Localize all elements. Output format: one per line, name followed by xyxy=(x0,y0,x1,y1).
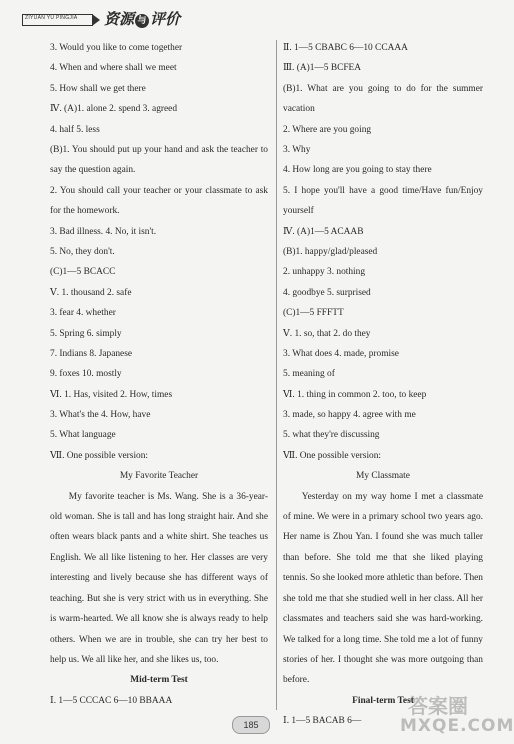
answer-line: 7. Indians 8. Japanese xyxy=(50,348,133,359)
answer-line: Ⅳ. (A)1. alone 2. spend 3. agreed xyxy=(50,104,178,115)
answer-line: Ⅵ. 1. Has, visited 2. How, times xyxy=(50,389,173,400)
answer-line: 4. How long are you going to stay there xyxy=(283,165,432,176)
answer-line: Ⅰ. 1—5 CCCAC 6—10 BBAAA xyxy=(50,695,173,706)
watermark-line1: 答案圈 xyxy=(408,694,468,718)
answer-line: Ⅶ. One possible version: xyxy=(283,450,382,461)
answer-line: (B)1. happy/glad/pleased xyxy=(283,246,378,257)
answer-line: 2. Where are you going xyxy=(283,124,372,135)
answer-line: 3. What does 4. made, promise xyxy=(283,348,399,359)
answer-line: 5. Spring 6. simply xyxy=(50,328,122,339)
answer-line: (C)1—5 BCACC xyxy=(50,267,116,278)
column-divider xyxy=(276,40,277,710)
essay-body: Yesterday on my way home I met a classmate of mine. We were in a primary school two years ago. Her name is Zhou Yan. I found she was much taller than before. She told me that she liked playing tennis. So she looked more athletic than before. Then she told me that she studied well in her class. All her classmates and teachers said she was hard-working. We talked for a long time. She told me a lot of funny stories of her. I thought she was more outgoing than before. xyxy=(283,491,483,686)
page-header xyxy=(22,6,182,30)
answer-line: Ⅴ. 1. thousand 2. safe xyxy=(50,287,132,298)
answer-line: 5. How shall we get there xyxy=(50,83,146,94)
answer-line: 3. What's the 4. How, have xyxy=(50,410,151,421)
answer-line: 5. meaning of xyxy=(283,369,335,380)
essay-body: My favorite teacher is Ms. Wang. She is a 36-year-old woman. She is tall and has long straight hair. And she often wears black pants and a white shirt. She teaches us English. We all like listening to her. Her classes are very interesting and lively because she has different ways of teaching. But she is very strict with us in everything. She is warm-hearted. We all know she is always ready to help others. When we are in trouble, she can try her best to help us. We all like her, and she likes us, too. xyxy=(50,491,268,665)
answer-line: 2. unhappy 3. nothing xyxy=(283,267,366,278)
test-title: Mid-term Test xyxy=(130,675,188,686)
essay-title: My Classmate xyxy=(356,471,410,482)
page-number: 185 xyxy=(232,716,270,734)
answer-line: 3. Bad illness. 4. No, it isn't. xyxy=(50,226,157,237)
answer-line: 5. what they're discussing xyxy=(283,430,380,441)
answer-line: 5. No, they don't. xyxy=(50,246,115,257)
answer-line: 3. Would you like to come together xyxy=(50,43,183,53)
left-column xyxy=(50,38,268,711)
answer-line: 3. made, so happy 4. agree with me xyxy=(283,410,416,421)
arrow-icon xyxy=(92,14,100,26)
header-subtitle: ZIYUAN YU PINGJIA xyxy=(25,15,78,21)
answer-paragraph: 5. I hope you'll have a good time/Have fun/Enjoy yourself xyxy=(283,185,483,217)
answer-line: Ⅴ. 1. so, that 2. do they xyxy=(283,328,371,339)
answer-line: 4. When and where shall we meet xyxy=(50,63,177,74)
right-column xyxy=(283,38,483,732)
header-circle-glyph: 与 xyxy=(135,14,149,28)
answer-line: 3. fear 4. whether xyxy=(50,308,116,319)
answer-paragraph: (B)1. You should put up your hand and ask the teacher to say the question again. xyxy=(50,144,268,176)
answer-line: Ⅳ. (A)1—5 ACAAB xyxy=(283,226,364,237)
answer-line: Ⅱ. 1—5 CBABC 6—10 CCAAA xyxy=(283,43,408,53)
answer-line: 9. foxes 10. mostly xyxy=(50,369,122,380)
answer-line: Ⅵ. 1. thing in common 2. too, to keep xyxy=(283,389,427,400)
answer-paragraph: 2. You should call your teacher or your classmate to ask for the homework. xyxy=(50,185,268,217)
answer-line: 4. goodbye 5. surprised xyxy=(283,287,371,298)
watermark-line2: MXQE.COM xyxy=(400,716,514,736)
answer-line: 3. Why xyxy=(283,144,311,155)
header-title: 资源 与 评价 xyxy=(104,10,181,28)
test-title: Final-term Test xyxy=(352,695,414,706)
answer-line: Ⅲ. (A)1—5 BCFEA xyxy=(283,63,362,74)
watermark-logo xyxy=(380,690,514,740)
answer-line: Ⅰ. 1—5 BACAB 6— xyxy=(283,716,362,727)
answer-line: 5. What language xyxy=(50,430,116,441)
answer-line: 4. half 5. less xyxy=(50,124,100,135)
answer-paragraph: (B)1. What are you going to do for the summer vacation xyxy=(283,83,483,115)
essay-title: My Favorite Teacher xyxy=(119,471,199,482)
answer-line: (C)1—5 FFFTT xyxy=(283,308,344,319)
answer-line: Ⅶ. One possible version: xyxy=(50,450,149,461)
